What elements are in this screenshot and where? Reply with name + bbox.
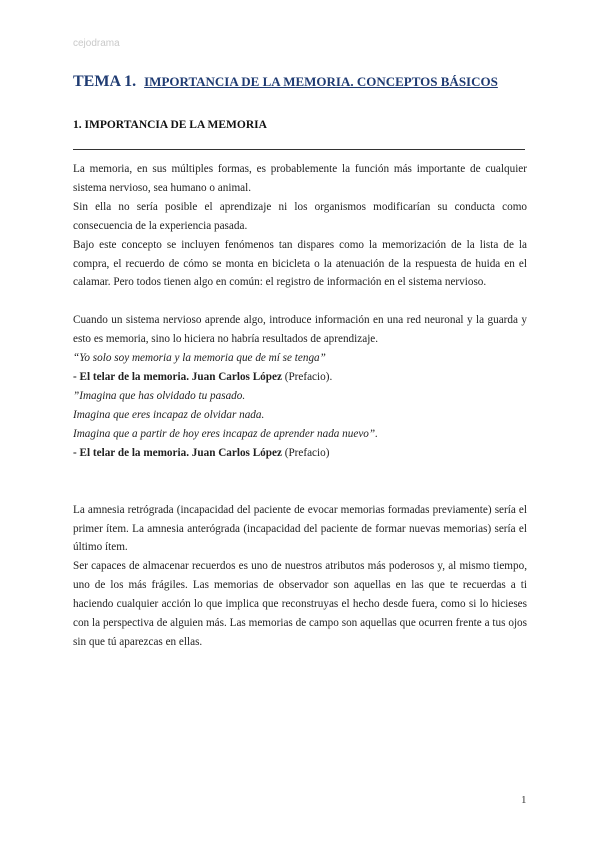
watermark: cejodrama [73, 38, 120, 49]
page-number: 1 [521, 794, 527, 806]
citation [73, 444, 527, 463]
title-number: TEMA 1. [73, 73, 137, 90]
page-title [73, 73, 498, 91]
section-heading: 1. IMPORTANCIA DE LA MEMORIA [73, 119, 267, 131]
paragraph: La amnesia retrógrada (incapacidad del paciente de evocar memorias formadas previamente) sería el primer ítem. La amnesia anterógrada (incapacidad del paciente de formar nuevas memorias) sería el último ítem. [73, 503, 527, 554]
document-body [73, 160, 527, 652]
paragraph: Bajo este concepto se incluyen fenómenos tan dispares como la memorización de la lista de la compra, el recuerdo de cómo se monta en bicicleta o la atenuación de la respuesta de huida en el calamar. Pero todos tienen algo en común: el registro de información en el sistema nervioso. [73, 238, 527, 289]
citation [73, 368, 527, 387]
citation-source: - El telar de la memoria. Juan Carlos López [73, 446, 282, 459]
quote: Imagina que a partir de hoy eres incapaz de aprender nada nuevo”. [73, 427, 378, 440]
citation-note: (Prefacio) [281, 446, 330, 459]
quote: “Yo solo soy memoria y la memoria que de mí se tenga” [73, 352, 326, 365]
paragraph: Ser capaces de almacenar recuerdos es uno de nuestros atributos más poderosos y, al mismo tiempo, uno de los más frágiles. Las memorias de observador son aquellas en las que te recuerdas a ti haciendo cualquier acción lo que implica que reconstruyas el hecho desde fuera, como si lo hicieses con la perspectiva de alguien más. Las memorias de campo son aquellas que ocurren frente a tus ojos sin que tú aparezcas en ellas. [73, 560, 527, 648]
section-divider [73, 149, 525, 150]
paragraph: Cuando un sistema nervioso aprende algo, introduce información en una red neuronal y la guarda y esto es memoria, sino lo hiciera no habría resultados de aprendizaje. [73, 314, 527, 346]
quote: Imagina que eres incapaz de olvidar nada. [73, 408, 265, 421]
citation-source: - El telar de la memoria. Juan Carlos López [73, 371, 282, 384]
quote: ”Imagina que has olvidado tu pasado. [73, 389, 246, 402]
paragraph: La memoria, en sus múltiples formas, es probablemente la función más importante de cualquier sistema nervioso, sea humano o animal. [73, 163, 527, 194]
citation-note: (Prefacio). [281, 371, 333, 384]
title-subtitle: IMPORTANCIA DE LA MEMORIA. CONCEPTOS BÁSICOS [144, 74, 498, 89]
paragraph: Sin ella no sería posible el aprendizaje ni los organismos modificarían su conducta como consecuencia de la experiencia pasada. [73, 200, 527, 232]
